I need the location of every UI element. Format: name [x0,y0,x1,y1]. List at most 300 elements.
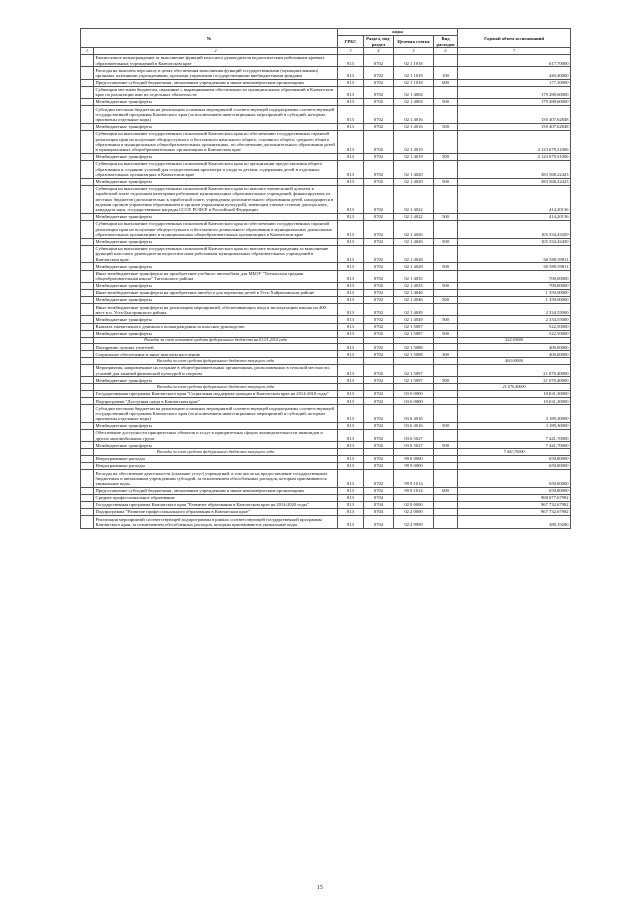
note-row [81,358,571,365]
row-grbs-cell [338,449,364,456]
row-razdel-cell: 0702 [364,160,394,178]
row-name-cell: Расходы на выплаты персоналу в целях обеспечения выполнения функций государственными (муниципальными) органами, казенными учреждениями, органами управления государственными внебюджетными фондами [94,67,338,79]
row-csr-cell: 02 1 4035 [394,282,434,289]
row-razdel-cell: 0702 [364,442,394,449]
row-number-cell [81,344,94,351]
row-vid-cell [434,384,458,391]
table-row [81,487,571,494]
table-row [81,509,571,516]
row-name-cell: Государственная программа Камчатского края "Развитие образования в Камчатском крае на 2014-2020 годы" [94,501,338,508]
row-vid-cell: 500 [434,263,458,270]
row-razdel-cell: 0702 [364,330,394,337]
row-name-cell: Субвенции на выполнение государственных полномочий Камчатского края по выплате ежемесячной доплаты к заработной плате отдельным категориям работников муниципальных образовательных учреждений, финансируемых из местных бюджетов (дополнительно к заработной плате, учреждения дополнительного образования детей, находящиеся в ведении органов управления образованием и органов управления культурой), имеющим ученые степени доктора наук, кандидата наук, государственные награды СССР, РСФСР и Российской Федерации [94,185,338,213]
row-number-cell [81,337,94,344]
header-vid: Вид расходов [434,36,458,48]
row-grbs-cell: 813 [338,304,364,316]
page-number: 15 [317,885,323,891]
row-vid-cell: 500 [434,330,458,337]
row-grbs-cell: 813 [338,238,364,245]
row-number-cell [81,470,94,488]
row-csr-cell: 02 2 0000 [394,509,434,516]
row-vid-cell [434,221,458,239]
row-amount-cell: 522,50000 [458,330,571,337]
row-grbs-cell: 813 [338,160,364,178]
row-vid-cell: 500 [434,316,458,323]
row-grbs-cell: 813 [338,398,364,405]
row-amount-cell: 21 070,40000 [458,377,571,384]
row-vid-cell [434,516,458,528]
row-grbs-cell [338,337,364,344]
row-name-cell: Подпрограмма "Доступная среда в Камчатском крае" [94,398,338,405]
row-razdel-cell: 0704 [364,516,394,528]
table-row [81,316,571,323]
row-amount-cell: 967 732,67982 [458,509,571,516]
row-razdel-cell: 0702 [364,221,394,239]
table-row [81,456,571,463]
row-grbs-cell: 813 [338,456,364,463]
row-number-cell [81,429,94,441]
row-amount-cell: 617,70000 [458,54,571,66]
row-razdel-cell: 0702 [364,470,394,488]
row-number-cell [81,282,94,289]
row-razdel-cell: 0702 [364,86,394,98]
row-razdel-cell: 0704 [364,494,394,501]
row-name-cell: Субсидии местным бюджетам на реализацию основных мероприятий соответствующей подпрограммы соответствующей государственной программы Камчатского края (за исключением инвестиционных мероприятий и субсидий, которым присвоены отдельные коды) [94,106,338,124]
row-grbs-cell: 813 [338,330,364,337]
row-vid-cell [434,470,458,488]
row-number-cell [81,463,94,470]
table-row [81,263,571,270]
row-number-cell [81,297,94,304]
row-grbs-cell [338,358,364,365]
row-name-cell: Расходы за счет средств федерального бюджета текущего года [94,384,338,391]
table-row [81,344,571,351]
row-amount-cell: 7 441,70000 [458,449,571,456]
row-number-cell [81,289,94,296]
row-amount-cell: 414,20136 [458,213,571,220]
row-name-cell: Субвенции на выполнение государственных полномочий Камчатского края по организации предоставления общего образования и созданию условий для осуществления присмотра и ухода за детьми, содержания детей в отдельных образовательных организациях в Камчатском крае [94,160,338,178]
row-csr-cell: 02 1 4046 [394,297,434,304]
row-vid-cell [434,501,458,508]
row-name-cell: Межбюджетные трансферты [94,442,338,449]
row-name-cell: Расходы за счет средств федерального бюджета текущего года [94,358,338,365]
row-razdel-cell: 0702 [364,67,394,79]
row-vid-cell: 500 [434,99,458,106]
row-name-cell: Непрограммные расходы [94,456,338,463]
row-number-cell [81,323,94,330]
row-csr-cell [394,337,434,344]
table-row [81,185,571,213]
header-grbs: ГРБС [338,36,364,48]
row-name-cell: Выплата ежемесячного денежного вознаграждения за классное руководство [94,323,338,330]
row-razdel-cell: 0702 [364,123,394,130]
table-row [81,238,571,245]
row-grbs-cell: 813 [338,405,364,423]
row-vid-cell [434,106,458,124]
row-amount-cell: 3 189,30000 [458,405,571,423]
row-razdel-cell: 0704 [364,509,394,516]
row-name-cell: Межбюджетные трансферты [94,422,338,429]
row-vid-cell: 500 [434,153,458,160]
table-row [81,463,571,470]
row-razdel-cell: 0702 [364,297,394,304]
row-vid-cell: 500 [434,213,458,220]
row-amount-cell: 440,40000 [458,67,571,79]
row-amount-cell: 105 334,43450 [458,221,571,239]
header-amount: Годовой объем ассигнований [458,29,571,48]
row-grbs-cell: 813 [338,323,364,330]
row-csr-cell: 03 6 0000 [394,398,434,405]
row-amount-cell: 400,00000 [458,344,571,351]
row-grbs-cell: 813 [338,501,364,508]
row-vid-cell [434,456,458,463]
row-number-cell [81,79,94,86]
row-csr-cell: 02 1 5097 [394,377,434,384]
row-vid-cell: 300 [434,351,458,358]
table-row [81,282,571,289]
table-row [81,130,571,153]
row-name-cell: Иные межбюджетные трансферты на приобретение учебного автомобиля для МБОУ "Тигильская средняя общеобразовательная школа" Тигильского района [94,270,338,282]
index-cell: 4 [364,48,394,54]
row-vid-cell [434,289,458,296]
row-grbs-cell: 813 [338,263,364,270]
row-vid-cell: 500 [434,282,458,289]
row-grbs-cell: 813 [338,270,364,282]
row-name-cell: Предоставление субсидий бюджетным, автономным учреждениям и иным некоммерческим организациям [94,79,338,86]
table-row [81,297,571,304]
row-name-cell: Межбюджетные трансферты [94,213,338,220]
table-row [81,160,571,178]
row-csr-cell: 02 1 4022 [394,185,434,213]
row-grbs-cell: 813 [338,213,364,220]
row-razdel-cell: 0702 [364,54,394,66]
row-vid-cell: 500 [434,377,458,384]
row-csr-cell: 02 1 4004 [394,86,434,98]
row-grbs-cell: 813 [338,106,364,124]
row-name-cell: Мероприятия, направленные на создание в общеобразовательных организациях, расположенных в сельской местности, условий для занятий физической культурой и спортом [94,365,338,377]
row-grbs-cell: 813 [338,86,364,98]
row-number-cell [81,330,94,337]
row-csr-cell: 02 1 4016 [394,123,434,130]
row-amount-cell: 968 077,67982 [458,494,571,501]
header-num: № [81,29,338,48]
row-amount-cell: 7 441,70000 [458,429,571,441]
row-vid-cell [434,337,458,344]
row-number-cell [81,304,94,316]
row-name-cell: Расходы на обеспечение деятельности (оказание услуг) учреждений, в том числе на предоставление государственным бюджетным и автономным учреждениям субсидий, за исключением обособленных расходов, которым присваиваются уникальные коды [94,470,338,488]
row-csr-cell: 02 1 5087 [394,323,434,330]
row-name-cell: Межбюджетные трансферты [94,316,338,323]
header-codes: коды [338,29,458,36]
row-number-cell [81,494,94,501]
index-cell: 2 [94,48,338,54]
row-csr-cell: 99 9 1014 [394,470,434,488]
row-grbs-cell: 813 [338,470,364,488]
row-amount-cell: 1 350,00000 [458,297,571,304]
row-csr-cell: 02 1 4016 [394,106,434,124]
row-razdel-cell: 0702 [364,487,394,494]
row-razdel-cell: 0702 [364,153,394,160]
row-csr-cell: 02 1 1018 [394,67,434,79]
row-grbs-cell: 813 [338,123,364,130]
row-grbs-cell: 813 [338,487,364,494]
row-vid-cell: 500 [434,442,458,449]
row-csr-cell: 02 1 4028 [394,245,434,263]
row-name-cell: Государственная программа Камчатского края "Социальная поддержка граждан в Камчатском крае на 2014-2018 годы" [94,391,338,398]
row-number-cell [81,130,94,153]
row-csr-cell: 03 6 5027 [394,442,434,449]
row-amount-cell: 700,00000 [458,270,571,282]
row-vid-cell: 600 [434,79,458,86]
header-csr: Целевая статья [394,36,434,48]
row-csr-cell: 03 0 0000 [394,391,434,398]
row-csr-cell [394,449,434,456]
row-grbs-cell: 813 [338,54,364,66]
row-number-cell [81,358,94,365]
row-vid-cell [434,509,458,516]
row-csr-cell: 02 1 5097 [394,365,434,377]
row-vid-cell [434,54,458,66]
row-grbs-cell: 813 [338,67,364,79]
row-grbs-cell: 813 [338,516,364,528]
row-csr-cell: 02 1 1018 [394,54,434,66]
row-vid-cell [434,391,458,398]
row-number-cell [81,67,94,79]
row-grbs-cell: 813 [338,99,364,106]
row-grbs-cell: 813 [338,365,364,377]
row-razdel-cell: 0702 [364,429,394,441]
row-number-cell [81,351,94,358]
table-row [81,67,571,79]
row-csr-cell: 02 1 4028 [394,263,434,270]
row-vid-cell: 100 [434,67,458,79]
row-amount-cell: 179 288,60000 [458,99,571,106]
row-grbs-cell: 813 [338,344,364,351]
row-amount-cell: 150 407,62848 [458,106,571,124]
row-amount-cell: 21 070,40000 [458,365,571,377]
row-number-cell [81,422,94,429]
row-number-cell [81,449,94,456]
row-razdel-cell: 0702 [364,178,394,185]
row-csr-cell: 02 1 4020 [394,160,434,178]
row-csr-cell: 03 6 5027 [394,429,434,441]
table-row [81,99,571,106]
row-grbs-cell: 813 [338,153,364,160]
row-csr-cell: 02 0 0000 [394,501,434,508]
table-row [81,323,571,330]
row-vid-cell [434,323,458,330]
row-razdel-cell: 0702 [364,463,394,470]
note-row [81,449,571,456]
table-row [81,153,571,160]
note-row [81,384,571,391]
row-csr-cell: 02 1 5088 [394,351,434,358]
row-amount-cell: 650,00000 [458,487,571,494]
row-csr-cell: 03 6 4016 [394,405,434,423]
row-grbs-cell [338,384,364,391]
row-name-cell: Среднее профессиональное образование [94,494,338,501]
row-number-cell [81,54,94,66]
row-number-cell [81,501,94,508]
budget-table-sheet [80,28,570,529]
row-razdel-cell: 0702 [364,185,394,213]
row-vid-cell [434,344,458,351]
row-csr-cell: 02 1 4022 [394,213,434,220]
index-cell: 6 [434,48,458,54]
row-razdel-cell: 0702 [364,344,394,351]
row-vid-cell: 500 [434,123,458,130]
table-row [81,245,571,263]
table-row [81,54,571,66]
row-number-cell [81,391,94,398]
row-name-cell: Поощрение лучших учителей [94,344,338,351]
row-name-cell: Реализация мероприятий соответствующей подпрограммы в рамках соответствующей государственной программы Камчатского края, за исключением обособленных расходов, которым присваиваются уникальные коды [94,516,338,528]
row-amount-cell: 2 334,55000 [458,304,571,316]
row-number-cell [81,160,94,178]
row-name-cell: Межбюджетные трансферты [94,297,338,304]
row-razdel-cell: 0702 [364,398,394,405]
row-name-cell: Субвенции на выполнение государственных полномочий Камчатского края по обеспечению государственных гарантий реализации прав на получение общедоступного и бесплатного начального общего, основного общего, среднего общего образования в муниципальных общеобразовательных организациях, по обеспечению дополнительного образования детей в муниципальных общеобразовательных организациях в Камчатском крае [94,130,338,153]
row-amount-cell: 650,00000 [458,470,571,488]
row-number-cell [81,178,94,185]
row-grbs-cell: 813 [338,185,364,213]
row-razdel-cell: 0702 [364,351,394,358]
budget-table-body [81,54,571,528]
row-csr-cell: 02 1 4049 [394,316,434,323]
row-number-cell [81,442,94,449]
row-number-cell [81,245,94,263]
table-row [81,123,571,130]
table-row [81,106,571,124]
row-csr-cell: 02 1 5088 [394,344,434,351]
row-name-cell: Иные межбюджетные трансферты на приобретение автобуса для перевозки детей в Усть-Хайрюзовском районе [94,289,338,296]
row-csr-cell [394,358,434,365]
row-number-cell [81,99,94,106]
table-row [81,289,571,296]
row-razdel-cell: 0702 [364,238,394,245]
row-name-cell: Межбюджетные трансферты [94,238,338,245]
row-razdel-cell [364,358,394,365]
row-csr-cell: 02 1 4020 [394,178,434,185]
row-number-cell [81,106,94,124]
row-grbs-cell: 813 [338,245,364,263]
row-grbs-cell: 813 [338,79,364,86]
row-razdel-cell: 0702 [364,270,394,282]
row-csr-cell: 99 9 1014 [394,487,434,494]
row-grbs-cell: 813 [338,297,364,304]
table-row [81,429,571,441]
table-row [81,494,571,501]
row-number-cell [81,263,94,270]
row-vid-cell [434,429,458,441]
row-name-cell: Ежемесячное вознаграждение за выполнение функций классного руководителя педагогическим работникам краевых образовательных учреждений в Камчатском крае [94,54,338,66]
row-grbs-cell: 813 [338,130,364,153]
row-number-cell [81,153,94,160]
row-number-cell [81,456,94,463]
row-grbs-cell: 813 [338,351,364,358]
header-razdel: Раздел, под-раздел [364,36,394,48]
table-row [81,330,571,337]
row-amount-cell: 2 334,55000 [458,316,571,323]
row-name-cell: Межбюджетные трансферты [94,377,338,384]
table-row [81,442,571,449]
row-razdel-cell: 0702 [364,79,394,86]
row-csr-cell: 02 1 4026 [394,238,434,245]
row-vid-cell [434,494,458,501]
table-row [81,398,571,405]
row-amount-cell: 177,30000 [458,79,571,86]
index-cell: 1 [81,48,94,54]
row-csr-cell: 02 1 4019 [394,153,434,160]
row-name-cell: Межбюджетные трансферты [94,178,338,185]
row-amount-cell: 60 580,59811 [458,263,571,270]
row-amount-cell: 4 123 679,31006 [458,130,571,153]
row-csr-cell: 02 1 4019 [394,130,434,153]
table-row [81,178,571,185]
table-row [81,213,571,220]
row-number-cell [81,123,94,130]
row-name-cell: Субвенции местным бюджетам, связанные с выравниванием обеспеченности муниципальных образований в Камчатском крае по реализации ими их отдельных обязательств [94,86,338,98]
index-cell: 3 [338,48,364,54]
row-number-cell [81,316,94,323]
row-amount-cell: 400,00000 [458,351,571,358]
row-csr-cell: 99 0 0000 [394,456,434,463]
row-grbs-cell: 813 [338,463,364,470]
row-razdel-cell: 0704 [364,501,394,508]
row-vid-cell [434,130,458,153]
row-number-cell [81,384,94,391]
row-name-cell: Субвенции на выполнение государственных полномочий Камчатского края по выплате вознаграждения за выполнение функций классного руководителя педагогическим работникам муниципальных образовательных учреждений в Камчатском крае [94,245,338,263]
row-number-cell [81,487,94,494]
row-amount-cell: 21 070,40000 [458,384,571,391]
row-razdel-cell: 0702 [364,323,394,330]
row-amount-cell: 967 732,67982 [458,501,571,508]
row-razdel-cell: 0702 [364,316,394,323]
table-row [81,270,571,282]
row-csr-cell: 02 1 4004 [394,99,434,106]
row-csr-cell: 02 2 9999 [394,516,434,528]
row-vid-cell [434,185,458,213]
row-amount-cell: 700,00000 [458,282,571,289]
row-vid-cell [434,405,458,423]
row-name-cell: Межбюджетные трансферты [94,263,338,270]
row-razdel-cell: 0702 [364,391,394,398]
table-row [81,79,571,86]
row-name-cell: Предоставление субсидий бюджетным, автономным учреждениям и иным некоммерческим организациям [94,487,338,494]
row-name-cell: Иные межбюджетные трансферты на реализацию мероприятий, обеспечивающих вход в эксплуатацию школы на 400 мест в п. Усть-Быстринского района [94,304,338,316]
row-razdel-cell: 0702 [364,304,394,316]
table-row [81,470,571,488]
row-amount-cell: 10 631,30000 [458,391,571,398]
header-row [81,29,571,36]
row-grbs-cell: 813 [338,178,364,185]
table-row [81,501,571,508]
row-amount-cell: 7 441,70000 [458,442,571,449]
row-amount-cell: 60 580,59811 [458,245,571,263]
row-amount-cell: 179 288,60000 [458,86,571,98]
row-razdel-cell: 0702 [364,405,394,423]
row-razdel-cell: 0702 [364,282,394,289]
table-row [81,304,571,316]
row-name-cell: Субвенции на выполнение государственных полномочий Камчатского края по обеспечению государственных гарантий реализации прав на получение общедоступного и бесплатного дошкольного образования в муниципальных дошкольных образовательных организациях и муниципальных общеобразовательных организациях в Камчатском крае [94,221,338,239]
row-grbs-cell: 813 [338,442,364,449]
row-razdel-cell: 0702 [364,422,394,429]
row-name-cell: Расходы за счет средств федерального бюджета текущего года [94,449,338,456]
row-vid-cell [434,160,458,178]
row-razdel-cell [364,337,394,344]
row-razdel-cell: 0702 [364,99,394,106]
row-grbs-cell: 813 [338,391,364,398]
